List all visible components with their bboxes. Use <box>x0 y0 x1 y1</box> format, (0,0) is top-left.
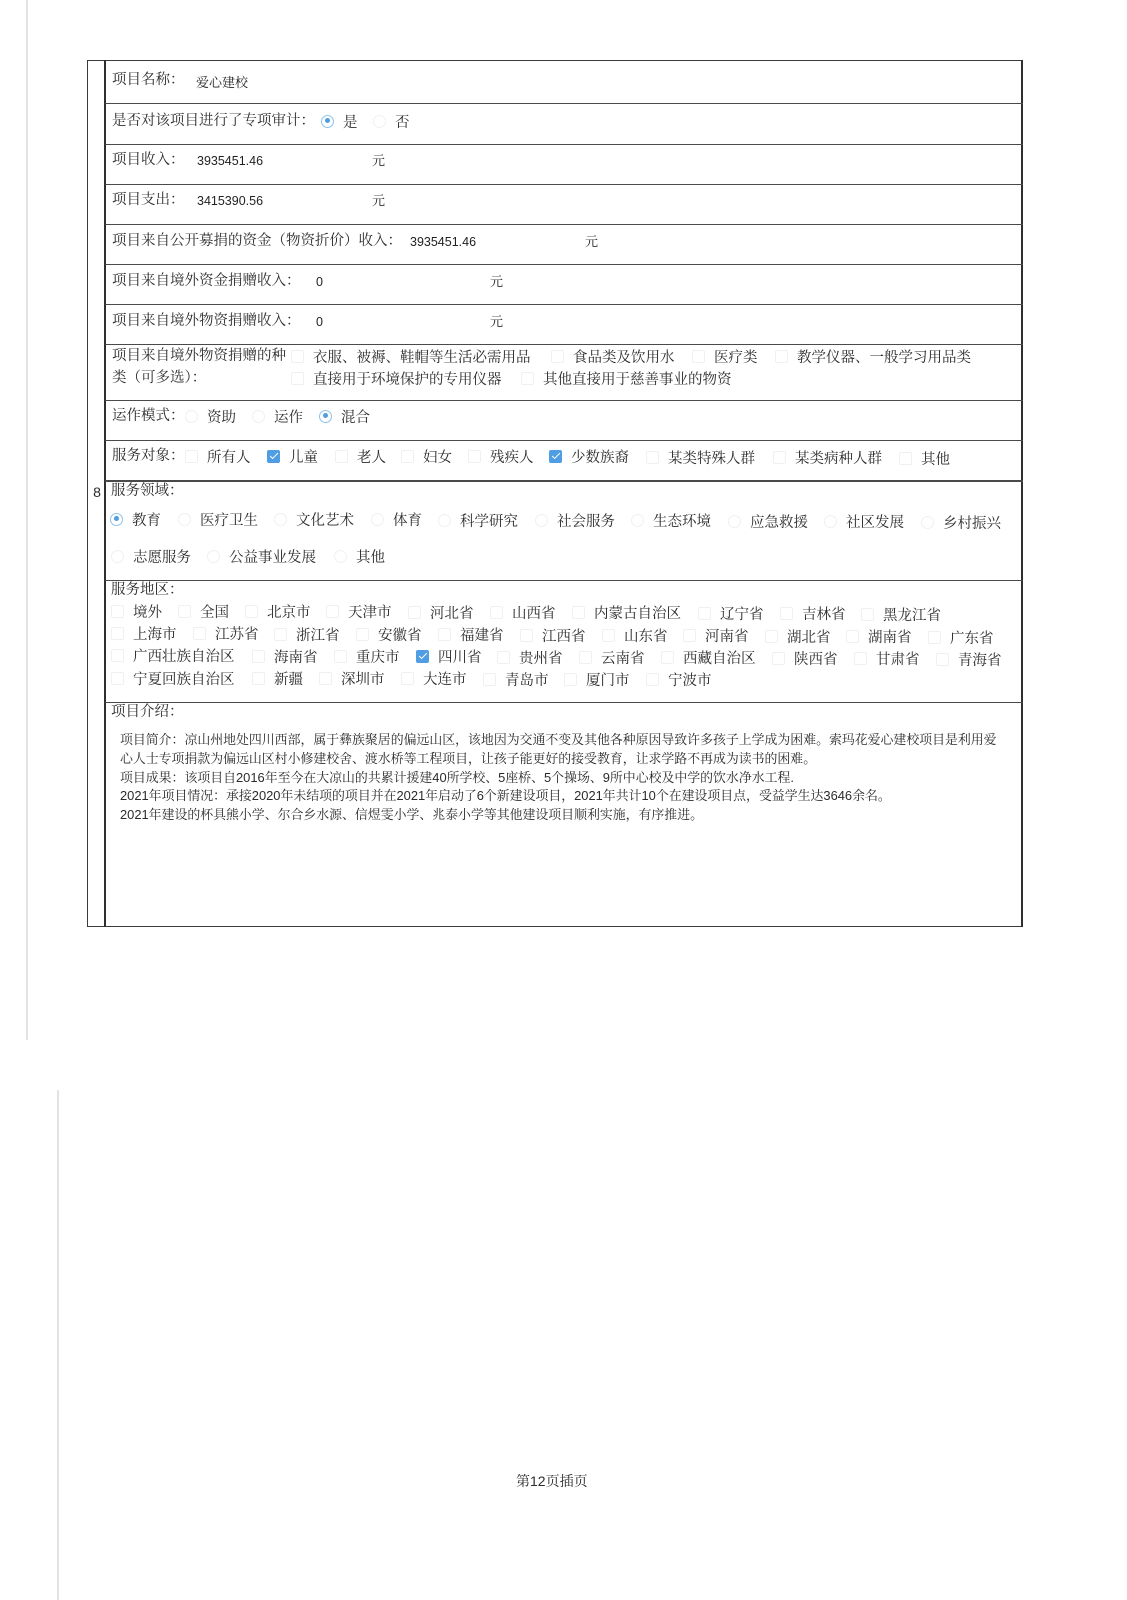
option-label: 安徽省 <box>378 627 422 644</box>
checkbox-icon[interactable] <box>692 350 705 363</box>
option-label: 全国 <box>200 604 229 621</box>
goods-type-option[interactable] <box>291 346 531 366</box>
option-label: 所有人 <box>207 449 251 466</box>
radio-icon[interactable] <box>274 513 287 526</box>
service-region-option[interactable] <box>928 627 994 647</box>
expense-value: 3415390.56 <box>197 194 264 208</box>
checkbox-icon[interactable] <box>468 450 481 463</box>
checkbox-icon[interactable] <box>773 451 786 464</box>
checkbox-icon[interactable] <box>111 672 124 685</box>
option-label: 吉林省 <box>802 606 846 623</box>
option-label: 资助 <box>207 409 236 426</box>
checkbox-icon[interactable] <box>765 630 778 643</box>
option-label: 其他直接用于慈善事业的物资 <box>543 371 732 388</box>
option-label: 其他 <box>356 549 385 566</box>
expense-label: 项目支出： <box>112 192 185 208</box>
checkbox-icon[interactable] <box>683 629 696 642</box>
service-region-option[interactable] <box>854 648 920 668</box>
checkbox-icon[interactable] <box>490 606 503 619</box>
option-label: 广西壮族自治区 <box>133 648 235 665</box>
option-label: 青海省 <box>958 652 1002 669</box>
service-region-option[interactable] <box>846 626 912 646</box>
service-region-option[interactable] <box>780 603 846 623</box>
income-unit: 元 <box>372 153 386 168</box>
radio-icon[interactable] <box>321 115 334 128</box>
service-region-option[interactable] <box>334 646 400 666</box>
row-divider <box>105 400 1023 401</box>
option-label: 黑龙江省 <box>883 607 941 624</box>
service-field-option[interactable] <box>110 509 161 529</box>
overseas-fund-label: 项目来自境外资金捐赠收入： <box>112 273 301 289</box>
service-region-option[interactable] <box>646 669 712 689</box>
option-label: 大连市 <box>423 671 467 688</box>
page-footer: 第12页插页 <box>516 1473 588 1489</box>
service-region-option[interactable] <box>111 668 235 688</box>
option-label: 深圳市 <box>341 671 385 688</box>
option-label: 四川省 <box>438 649 482 666</box>
checkbox-icon[interactable] <box>646 451 659 464</box>
option-label: 宁夏回族自治区 <box>133 671 235 688</box>
checkbox-icon[interactable] <box>252 672 265 685</box>
checkbox-icon[interactable] <box>572 606 585 619</box>
audit-option-yes[interactable] <box>321 111 358 131</box>
option-label: 直接用于环境保护的专用仪器 <box>313 371 502 388</box>
row-divider <box>105 264 1023 265</box>
option-label: 文化艺术 <box>296 512 354 529</box>
checkbox-icon[interactable] <box>602 629 615 642</box>
checkbox-icon[interactable] <box>178 605 191 618</box>
service-region-option[interactable] <box>490 602 556 622</box>
service-field-option[interactable] <box>371 509 422 529</box>
radio-icon[interactable] <box>110 513 123 526</box>
service-region-option[interactable] <box>111 601 162 621</box>
service-region-option[interactable] <box>408 602 474 622</box>
option-label: 河南省 <box>705 628 749 645</box>
option-label: 北京市 <box>267 604 311 621</box>
option-label: 湖南省 <box>868 629 912 646</box>
service-region-option[interactable] <box>579 647 645 667</box>
service-target-option[interactable] <box>646 447 755 467</box>
income-value: 3935451.46 <box>197 154 264 168</box>
option-label: 社区发展 <box>846 514 904 531</box>
checkbox-icon[interactable] <box>408 606 421 619</box>
option-label: 科学研究 <box>460 513 518 530</box>
audit-label: 是否对该项目进行了专项审计： <box>112 113 315 129</box>
checkbox-icon[interactable] <box>936 653 949 666</box>
checkbox-icon[interactable] <box>846 630 859 643</box>
checkbox-icon[interactable] <box>252 650 265 663</box>
service-region-option[interactable] <box>564 669 630 689</box>
option-label: 公益事业发展 <box>229 549 316 566</box>
option-label: 境外 <box>133 604 162 621</box>
radio-icon[interactable] <box>252 410 265 423</box>
row-divider <box>105 702 1023 703</box>
operation-mode-label: 运作模式： <box>112 408 185 424</box>
service-region-option[interactable] <box>111 645 235 665</box>
row-divider <box>105 580 1023 581</box>
service-region-option[interactable] <box>401 668 467 688</box>
option-label: 甘肃省 <box>876 651 920 668</box>
option-label: 生态环境 <box>653 513 711 530</box>
checkbox-icon[interactable] <box>661 651 674 664</box>
goods-types-label: 项目来自境外物资捐赠的种类（可多选）： <box>112 348 286 386</box>
checkbox-icon[interactable] <box>551 350 564 363</box>
checkbox-icon[interactable] <box>780 607 793 620</box>
option-label: 宁波市 <box>668 672 712 689</box>
project-name-value: 爱心建校 <box>196 75 249 90</box>
checkbox-icon[interactable] <box>861 608 874 621</box>
goods-type-option[interactable] <box>521 368 732 388</box>
service-regions-label: 服务地区： <box>111 582 184 598</box>
checkbox-icon[interactable] <box>928 631 941 644</box>
operation-mode-option[interactable] <box>185 406 236 426</box>
scan-edge-line <box>57 1090 59 1600</box>
option-label: 否 <box>395 114 410 131</box>
row-divider <box>105 144 1023 145</box>
option-label: 浙江省 <box>296 627 340 644</box>
row-divider <box>105 224 1023 225</box>
income-label: 项目收入： <box>112 152 185 168</box>
overseas-goods-unit: 元 <box>490 314 504 329</box>
option-label: 新疆 <box>274 671 303 688</box>
service-region-option[interactable] <box>178 601 229 621</box>
option-label: 云南省 <box>601 650 645 667</box>
service-target-option[interactable] <box>899 448 950 468</box>
option-label: 广东省 <box>950 630 994 647</box>
option-label: 混合 <box>341 409 370 426</box>
option-label: 社会服务 <box>557 513 615 530</box>
checkbox-icon[interactable] <box>521 372 534 385</box>
checkbox-icon[interactable] <box>111 627 124 640</box>
option-label: 妇女 <box>423 449 452 466</box>
service-region-option[interactable] <box>416 646 482 666</box>
service-field-option[interactable] <box>824 511 904 531</box>
option-label: 厦门市 <box>586 672 630 689</box>
row-number: 8 <box>93 484 101 500</box>
service-region-option[interactable] <box>765 626 831 646</box>
option-label: 重庆市 <box>356 649 400 666</box>
service-field-option[interactable] <box>438 510 518 530</box>
radio-icon[interactable] <box>824 515 837 528</box>
option-label: 志愿服务 <box>133 549 191 566</box>
service-region-option[interactable] <box>111 623 177 643</box>
checkbox-icon[interactable] <box>579 651 592 664</box>
overseas-goods-value: 0 <box>316 315 323 329</box>
checkbox-icon[interactable] <box>775 350 788 363</box>
service-field-option[interactable] <box>178 509 258 529</box>
service-target-option[interactable] <box>401 446 452 466</box>
service-region-option[interactable] <box>861 604 941 624</box>
service-fields-label: 服务领域： <box>111 483 184 499</box>
service-field-option[interactable] <box>631 510 711 530</box>
option-label: 儿童 <box>289 449 318 466</box>
radio-icon[interactable] <box>111 550 124 563</box>
service-region-option[interactable] <box>326 601 392 621</box>
checkbox-icon[interactable] <box>291 372 304 385</box>
checkbox-icon[interactable] <box>549 450 562 463</box>
row-divider <box>105 304 1023 305</box>
option-label: 上海市 <box>133 626 177 643</box>
checkbox-icon[interactable] <box>356 628 369 641</box>
option-label: 食品类及饮用水 <box>573 349 675 366</box>
radio-icon[interactable] <box>371 513 384 526</box>
row-divider <box>105 480 1023 482</box>
service-field-option[interactable] <box>535 510 615 530</box>
service-target-option[interactable] <box>549 446 629 466</box>
checkbox-icon[interactable] <box>274 628 287 641</box>
radio-icon[interactable] <box>631 514 644 527</box>
option-label: 体育 <box>393 512 422 529</box>
checkbox-icon[interactable] <box>291 350 304 363</box>
row-divider <box>105 184 1023 185</box>
checkbox-icon[interactable] <box>646 673 659 686</box>
option-label: 福建省 <box>460 627 504 644</box>
radio-icon[interactable] <box>438 514 451 527</box>
service-target-option[interactable] <box>335 446 386 466</box>
option-label: 山西省 <box>512 605 556 622</box>
radio-icon[interactable] <box>319 410 332 423</box>
checkbox-icon[interactable] <box>520 629 533 642</box>
checkbox-icon[interactable] <box>334 650 347 663</box>
option-label: 医疗卫生 <box>200 512 258 529</box>
checkbox-icon[interactable] <box>564 673 577 686</box>
option-label: 湖北省 <box>787 629 831 646</box>
radio-icon[interactable] <box>921 516 934 529</box>
service-target-option[interactable] <box>185 446 251 466</box>
service-field-option[interactable] <box>111 546 191 566</box>
project-name-label: 项目名称： <box>112 72 185 88</box>
introduction-line: 2021年建设的杯具熊小学、尔合乡水源、信煜雯小学、兆泰小学等其他建设项目顺利实施，有序推进。 <box>120 807 703 822</box>
radio-icon[interactable] <box>728 515 741 528</box>
introduction-label: 项目介绍： <box>111 704 184 720</box>
table-right-border <box>1021 60 1023 927</box>
introduction-line: 2021年项目情况：承接2020年未结项的项目并在2021年启动了6个新建设项目，2021年共计10个在建设项目点，受益学生达3646余名。 <box>120 788 891 804</box>
service-region-option[interactable] <box>602 625 668 645</box>
service-region-option[interactable] <box>936 649 1002 669</box>
service-region-option[interactable] <box>497 647 563 667</box>
option-label: 某类病种人群 <box>795 450 882 467</box>
expense-unit: 元 <box>372 193 386 208</box>
option-label: 陕西省 <box>794 651 838 668</box>
radio-icon[interactable] <box>207 550 220 563</box>
service-region-option[interactable] <box>245 601 311 621</box>
checkbox-icon[interactable] <box>335 450 348 463</box>
audit-option-no[interactable] <box>373 111 410 131</box>
checkbox-icon[interactable] <box>698 607 711 620</box>
option-label: 其他 <box>921 451 950 468</box>
radio-icon[interactable] <box>178 513 191 526</box>
option-label: 内蒙古自治区 <box>594 605 681 622</box>
service-region-option[interactable] <box>193 623 259 643</box>
public-fundraising-value: 3935451.46 <box>410 235 477 249</box>
service-target-option[interactable] <box>468 446 534 466</box>
goods-type-option[interactable] <box>291 368 502 388</box>
checkbox-icon[interactable] <box>483 673 496 686</box>
introduction-text <box>120 731 997 825</box>
overseas-fund-unit: 元 <box>490 274 504 289</box>
option-label: 教学仪器、一般学习用品类 <box>797 349 971 366</box>
public-fundraising-unit: 元 <box>585 234 599 249</box>
service-field-option[interactable] <box>274 509 354 529</box>
option-label: 贵州省 <box>519 650 563 667</box>
checkbox-icon[interactable] <box>193 627 206 640</box>
row-divider <box>105 103 1023 104</box>
service-region-option[interactable] <box>438 624 504 644</box>
option-label: 江苏省 <box>215 626 259 643</box>
option-label: 某类特殊人群 <box>668 450 755 467</box>
option-label: 河北省 <box>430 605 474 622</box>
service-region-option[interactable] <box>274 624 340 644</box>
introduction-line: 项目成果：该项目自2016年至今在大凉山的共累计援建40所学校、5座桥、5个操场、9所中心校及中学的饮水净水工程. <box>120 769 794 785</box>
goods-type-option[interactable] <box>775 346 971 366</box>
service-region-option[interactable] <box>520 625 586 645</box>
checkbox-icon[interactable] <box>267 450 280 463</box>
checkbox-icon[interactable] <box>772 652 785 665</box>
service-target-option[interactable] <box>267 446 318 466</box>
option-label: 教育 <box>132 512 161 529</box>
service-region-option[interactable] <box>252 668 303 688</box>
option-label: 应急救援 <box>750 514 808 531</box>
public-fundraising-label: 项目来自公开募捐的资金（物资折价）收入： <box>112 233 402 249</box>
introduction-line: 心人士专项捐款为偏远山区村小修建校舍、渡水桥等工程项目，让孩子能更好的接受教育，让求学路不再成为读书的困难。 <box>120 750 817 766</box>
service-region-option[interactable] <box>319 668 385 688</box>
checkbox-icon[interactable] <box>401 450 414 463</box>
service-field-option[interactable] <box>207 546 316 566</box>
service-region-option[interactable] <box>698 603 764 623</box>
checkbox-icon[interactable] <box>416 650 429 663</box>
option-label: 运作 <box>274 409 303 426</box>
overseas-goods-label: 项目来自境外物资捐赠收入： <box>112 313 301 329</box>
operation-mode-option[interactable] <box>252 406 303 426</box>
radio-icon[interactable] <box>373 115 386 128</box>
service-field-option[interactable] <box>334 546 385 566</box>
checkbox-icon[interactable] <box>185 450 198 463</box>
row-divider <box>105 440 1023 441</box>
option-label: 残疾人 <box>490 449 534 466</box>
option-label: 山东省 <box>624 628 668 645</box>
table-number-column-border <box>104 60 106 927</box>
radio-icon[interactable] <box>334 550 347 563</box>
checkbox-icon[interactable] <box>401 672 414 685</box>
scan-edge-line <box>26 0 28 1040</box>
option-label: 乡村振兴 <box>943 515 1001 532</box>
checkbox-icon[interactable] <box>899 452 912 465</box>
checkbox-icon[interactable] <box>245 605 258 618</box>
option-label: 辽宁省 <box>720 606 764 623</box>
service-field-option[interactable] <box>728 511 808 531</box>
checkbox-icon[interactable] <box>111 605 124 618</box>
checkbox-icon[interactable] <box>854 652 867 665</box>
option-label: 天津市 <box>348 604 392 621</box>
goods-type-option[interactable] <box>692 346 758 366</box>
option-label: 海南省 <box>274 649 318 666</box>
option-label: 西藏自治区 <box>683 650 756 667</box>
option-label: 衣服、被褥、鞋帽等生活必需用品 <box>313 349 531 366</box>
option-label: 少数族裔 <box>571 449 629 466</box>
operation-mode-option[interactable] <box>319 406 370 426</box>
checkbox-icon[interactable] <box>497 651 510 664</box>
introduction-line: 项目简介：凉山州地处四川西部，属于彝族聚居的偏远山区，该地因为交通不变及其他各种原因导致许多孩子上学成为困难。索玛花爱心建校项目是利用爱 <box>120 732 997 747</box>
option-label: 江西省 <box>542 628 586 645</box>
option-label: 是 <box>343 114 358 131</box>
service-target-option[interactable] <box>773 447 882 467</box>
radio-icon[interactable] <box>185 410 198 423</box>
service-region-option[interactable] <box>252 646 318 666</box>
service-region-option[interactable] <box>572 602 681 622</box>
service-region-option[interactable] <box>483 669 549 689</box>
service-region-option[interactable] <box>772 648 838 668</box>
service-region-option[interactable] <box>661 647 756 667</box>
checkbox-icon[interactable] <box>111 649 124 662</box>
checkbox-icon[interactable] <box>438 628 451 641</box>
service-region-option[interactable] <box>683 625 749 645</box>
service-field-option[interactable] <box>921 512 1001 532</box>
service-targets-label: 服务对象： <box>112 448 185 464</box>
overseas-fund-value: 0 <box>316 275 323 289</box>
option-label: 医疗类 <box>714 349 758 366</box>
radio-icon[interactable] <box>535 514 548 527</box>
checkbox-icon[interactable] <box>326 605 339 618</box>
option-label: 老人 <box>357 449 386 466</box>
service-region-option[interactable] <box>356 624 422 644</box>
goods-type-option[interactable] <box>551 346 675 366</box>
option-label: 青岛市 <box>505 672 549 689</box>
checkbox-icon[interactable] <box>319 672 332 685</box>
